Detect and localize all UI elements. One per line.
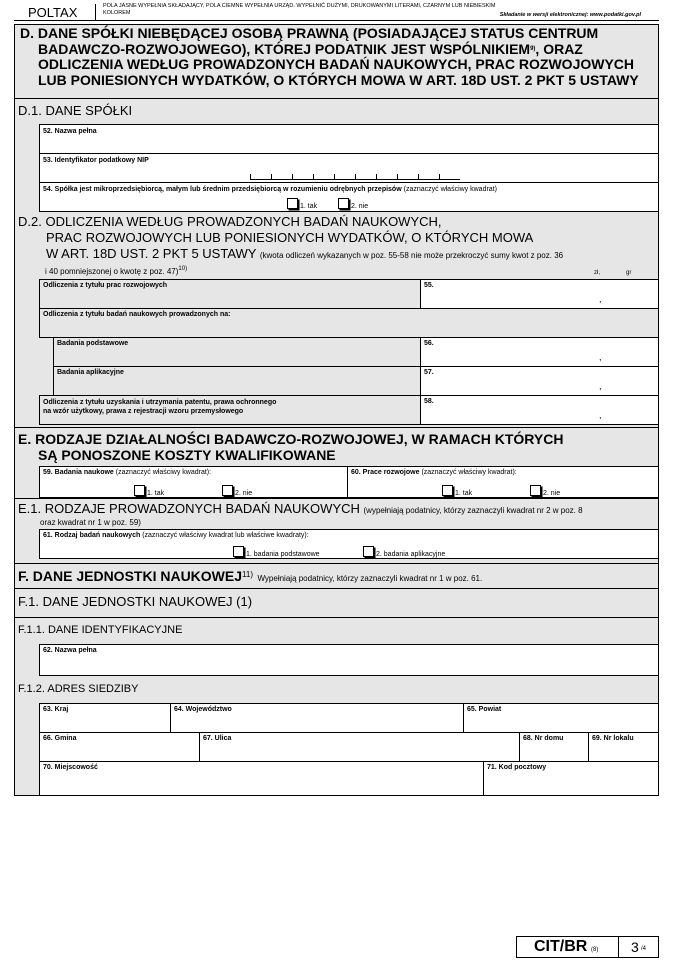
row-57-label-box (53, 366, 421, 396)
section-d-line4: LUB PONIESIONYCH WYDATKÓW, O KTÓRYCH MOWA W ART. 18D UST. 2 PKT 5 USTAWY (38, 71, 639, 88)
field-57-number: 57. (424, 369, 434, 376)
divider (14, 617, 659, 618)
row-badania-label-box (39, 308, 659, 338)
field-68-label: 68. Nr domu (523, 735, 564, 742)
field-60-box (347, 466, 659, 498)
form-code-box (516, 936, 659, 958)
field-53-box[interactable] (39, 153, 659, 183)
field-58-box[interactable] (420, 395, 659, 425)
divider (14, 427, 659, 428)
instructions-line2: KOLOREM (103, 10, 131, 16)
section-f-footnote: 11) (242, 570, 253, 579)
field-69-box[interactable] (588, 732, 659, 762)
field-64-label: 64. Województwo (174, 706, 232, 713)
field-58-number: 58. (424, 398, 434, 405)
field-54-note: (zaznaczyć właściwy kwadrat) (403, 186, 497, 193)
field-55-box[interactable] (420, 279, 659, 309)
section-e-line2: SĄ PONOSZONE KOSZTY KWALIFIKOWANE (38, 447, 336, 463)
field-59-label (43, 469, 211, 476)
section-f-title-text: F. DANE JEDNOSTKI NAUKOWEJ (18, 568, 243, 584)
field-54-label (43, 186, 497, 193)
field-52-box[interactable] (39, 124, 659, 154)
field-61-note: (zaznaczyć właściwy kwadrat lub właściwe kwadraty): (142, 532, 309, 539)
section-f1-title: F.1. DANE JEDNOSTKI NAUKOWEJ (1) (18, 594, 253, 609)
page-number: 3 (631, 939, 639, 955)
field-60-option-no[interactable] (530, 485, 560, 497)
field-71-label: 71. Kod pocztowy (487, 764, 547, 771)
form-version: (8) (591, 947, 599, 953)
field-61-option-basic[interactable] (233, 546, 320, 558)
field-61-box (39, 529, 659, 559)
checkbox[interactable] (363, 546, 374, 557)
header-brand-box (14, 4, 96, 21)
form-code: CIT/BR (534, 938, 588, 955)
section-d-title (20, 26, 639, 88)
section-d-line2-end: , ORAZ (535, 40, 583, 57)
field-60-note: (zaznaczyć właściwy kwadrat): (421, 469, 517, 476)
row-57-label: Badania aplikacyjne (57, 369, 124, 376)
section-d2-line1: D.2. ODLICZENIA WEDŁUG PROWADZONYCH BADAŃ NAUKOWYCH, (18, 214, 442, 229)
field-62-label: 62. Nazwa pełna (43, 647, 97, 654)
field-67-label: 67. Ulica (203, 735, 232, 742)
section-d2-line2: PRAC ROZWOJOWYCH LUB PONIESIONYCH WYDATKÓW, O KTÓRYCH MOWA (46, 230, 534, 245)
section-d2-line3-text: W ART. 18D UST. 2 PKT 5 USTAWY (46, 246, 257, 261)
field-53-label: 53. Identyfikator podatkowy NIP (43, 157, 149, 164)
section-d-line1: D. DANE SPÓŁKI NIEBĘDĄCEJ OSOBĄ PRAWNĄ (POSIADAJĄCEJ STATUS CENTRUM (20, 25, 599, 41)
zl-unit: zł, (594, 270, 600, 276)
row-58-label-line2: na wzór użytkowy, prawa z rejestracji wzoru przemysłowego (43, 408, 244, 415)
option-label: 1. badania podstawowe (246, 551, 320, 558)
section-e1-note1: (wypełniają podatnicy, którzy zaznaczyli kwadrat nr 2 w poz. 8 (363, 506, 583, 515)
section-e-line1: E. RODZAJE DZIAŁALNOŚCI BADAWCZO-ROZWOJOWEJ, W RAMACH KTÓRYCH (18, 431, 564, 447)
header-rule (14, 20, 659, 21)
divider (14, 98, 659, 99)
section-d1-title: D.1. DANE SPÓŁKI (18, 103, 133, 118)
field-66-label: 66. Gmina (43, 735, 77, 742)
row-55-label: Odliczenia z tytułu prac rozwojowych (43, 282, 168, 289)
section-f11-title: F.1.1. DANE IDENTYFIKACYJNE (18, 624, 183, 636)
field-59-box (39, 466, 348, 498)
electronic-filing-note: Składanie w wersji elektronicznej: www.podatki.gov.pl (499, 12, 641, 18)
section-d-line2-text: BADAWCZO-ROZWOJOWEGO), KTÓREJ PODATNIK JEST WSPÓLNIKIEM (38, 40, 531, 57)
checkbox[interactable] (222, 485, 233, 496)
field-65-label: 65. Powiat (467, 706, 502, 713)
section-f-title (18, 568, 482, 586)
option-label: 2. badania aplikacyjne (376, 551, 446, 558)
field-61-label (43, 532, 309, 539)
field-64-box[interactable] (170, 703, 464, 733)
option-label: 2. nie (543, 490, 561, 497)
checkbox[interactable] (530, 485, 541, 496)
checkbox[interactable] (134, 485, 145, 496)
decimal-comma: , (599, 381, 602, 391)
field-57-box[interactable] (420, 366, 659, 396)
section-e-title (18, 431, 563, 463)
row-badania-label: Odliczenia z tytułu badań naukowych prowadzonych na: (43, 311, 231, 318)
option-label: 2. nie (351, 203, 369, 210)
section-f12-title: F.1.2. ADRES SIEDZIBY (18, 683, 139, 695)
field-62-box[interactable] (39, 644, 659, 676)
row-56-label-box (53, 337, 421, 367)
page-total: /4 (641, 946, 647, 952)
field-61-option-applied[interactable] (363, 546, 445, 558)
field-54-text: 54. Spółka jest mikroprzedsiębiorcą, małym lub średnim przedsiębiorcą w rozumieniu odrębnych przepisów (43, 186, 402, 193)
checkbox[interactable] (233, 546, 244, 557)
row-58-label (43, 398, 276, 416)
field-71-box[interactable] (483, 761, 659, 796)
form-code-cell (517, 937, 619, 957)
section-e1-title-text: E.1. RODZAJE PROWADZONYCH BADAŃ NAUKOWYCH (18, 501, 360, 516)
field-66-box[interactable] (39, 732, 200, 762)
section-e1-note2: oraz kwadrat nr 1 w poz. 59) (40, 518, 141, 527)
divider (14, 588, 659, 589)
divider (14, 498, 659, 499)
field-56-number: 56. (424, 340, 434, 347)
section-d-line3: ODLICZENIA WEDŁUG PROWADZONYCH BADAŃ NAUKOWYCH, PRAC ROZWOJOWYCH (38, 56, 635, 72)
section-d2-note2-text: i 40 pomniejszonej o kwotę z poz. 47) (45, 267, 179, 276)
section-d2-line3 (18, 246, 563, 264)
checkbox[interactable] (287, 198, 298, 209)
field-59-option-yes[interactable] (134, 485, 164, 497)
field-70-box[interactable] (39, 761, 484, 796)
field-63-label: 63. Kraj (43, 706, 69, 713)
field-59-note: (zaznaczyć właściwy kwadrat): (115, 469, 212, 476)
field-56-box[interactable] (420, 337, 659, 367)
field-60-option-yes[interactable] (442, 485, 472, 497)
section-d-footnote: 9) (530, 45, 536, 52)
field-54-option-no[interactable] (338, 198, 368, 210)
field-69-label: 69. Nr lokalu (592, 735, 634, 742)
field-59-option-no[interactable] (222, 485, 252, 497)
option-label: 1. tak (300, 203, 318, 210)
section-d2-title (18, 214, 563, 264)
field-63-box[interactable] (39, 703, 171, 733)
field-70-label: 70. Miejscowość (43, 764, 98, 771)
section-d2-note2 (45, 266, 187, 276)
poltax-logo: POLTAX (28, 5, 78, 20)
option-label: 2. nie (235, 490, 253, 497)
field-60-text: 60. Prace rozwojowe (351, 469, 420, 476)
section-d-line2 (20, 42, 639, 58)
row-56-label: Badania podstawowe (57, 340, 129, 347)
field-67-box[interactable] (199, 732, 520, 762)
field-61-text: 61. Rodzaj badań naukowych (43, 532, 141, 539)
checkbox[interactable] (442, 485, 453, 496)
row-58-label-box (39, 395, 421, 425)
instructions-line1: POLA JASNE WYPEŁNIA SKŁADAJĄCY, POLA CIEMNE WYPEŁNIA URZĄD. WYPEŁNIĆ DUŻYMI, DRUKOWANYMI LITERAMI, CZARNYM LUB NIEBIESKIM (103, 3, 496, 9)
field-54-box (39, 182, 659, 212)
row-55-label-box (39, 279, 421, 309)
section-f-note: Wypełniają podatnicy, którzy zaznaczyli kwadrat nr 1 w poz. 61. (257, 574, 483, 583)
row-58-label-line1: Odliczenia z tytułu uzyskania i utrzymania patentu, prawa ochronnego (43, 399, 277, 406)
option-label: 1. tak (455, 490, 473, 497)
decimal-comma: , (599, 294, 602, 304)
decimal-comma: , (599, 410, 602, 420)
gr-unit: gr (626, 270, 632, 276)
field-52-label: 52. Nazwa pełna (43, 128, 97, 135)
section-e1-title (18, 501, 583, 516)
field-59-text: 59. Badania naukowe (43, 469, 114, 476)
decimal-comma: , (599, 352, 602, 362)
field-68-box[interactable] (519, 732, 589, 762)
section-d2-footnote: 10) (178, 266, 188, 272)
field-60-label (351, 469, 517, 476)
divider (14, 563, 659, 564)
section-d2-note1: (kwota odliczeń wykazanych w poz. 55-58 nie może przekroczyć sumy kwot z poz. 36 (259, 251, 564, 260)
field-55-number: 55. (424, 282, 434, 289)
nip-digit-ticks (250, 174, 460, 180)
field-65-box[interactable] (463, 703, 659, 733)
checkbox[interactable] (338, 198, 349, 209)
option-label: 1. tak (147, 490, 165, 497)
field-54-option-yes[interactable] (287, 198, 317, 210)
